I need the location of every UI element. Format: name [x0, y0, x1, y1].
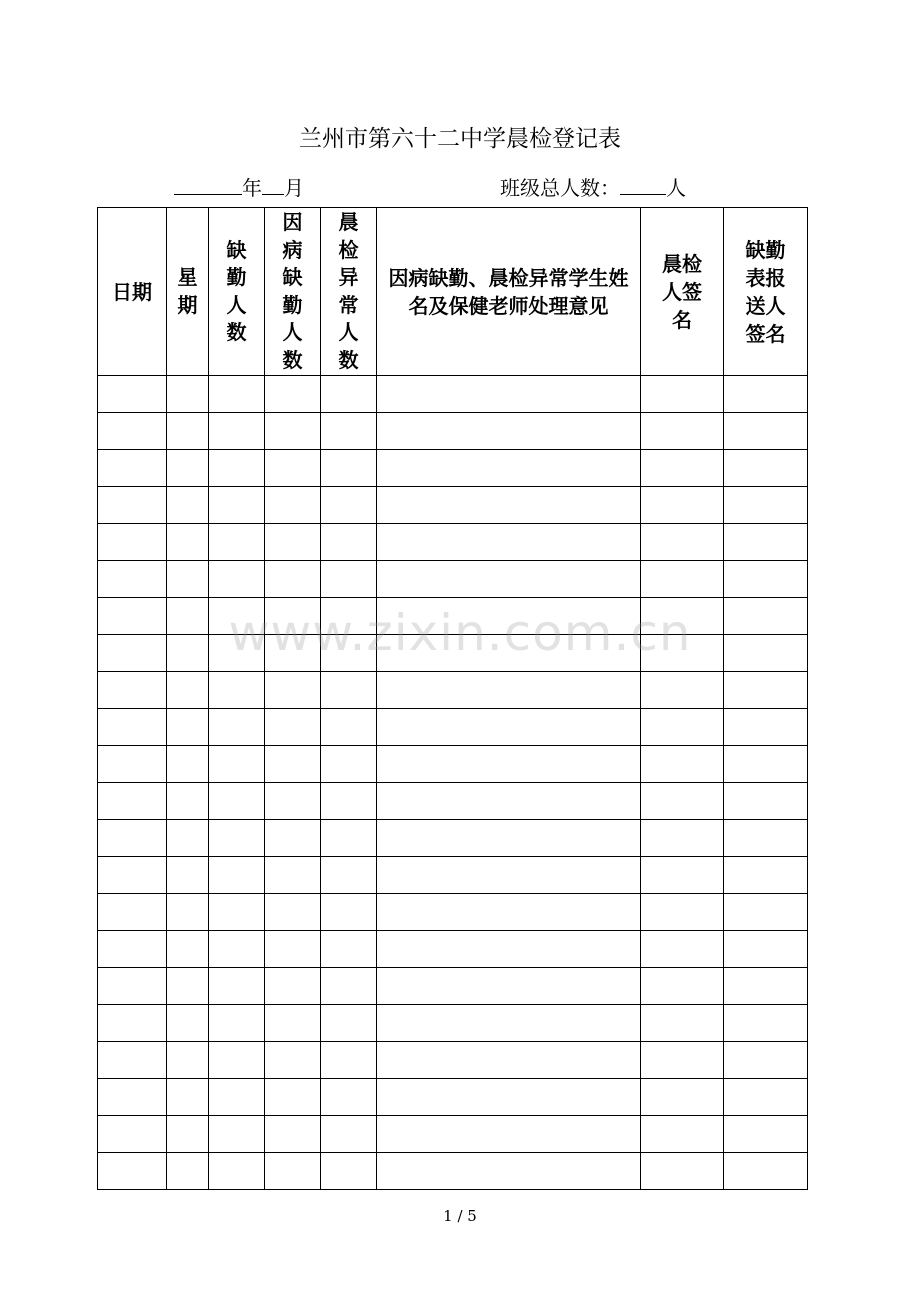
table-header-row: [98, 208, 808, 376]
cell-abnormal-count[interactable]: [321, 524, 377, 561]
cell-absent-count[interactable]: [209, 598, 265, 635]
cell-date[interactable]: [98, 783, 167, 820]
col-header-abnormal-count: 晨检异常人数: [321, 208, 377, 376]
table-row: [98, 1153, 808, 1190]
cell-sick-absent-count[interactable]: [265, 450, 321, 487]
cell-absent-count[interactable]: [209, 413, 265, 450]
cell-absent-count[interactable]: [209, 1116, 265, 1153]
cell-names-notes[interactable]: [377, 1116, 641, 1153]
cell-abnormal-count[interactable]: [321, 1116, 377, 1153]
cell-names-notes[interactable]: [377, 1005, 641, 1042]
cell-weekday[interactable]: [167, 931, 209, 968]
cell-names-notes[interactable]: [377, 524, 641, 561]
cell-absent-count[interactable]: [209, 746, 265, 783]
cell-checker-signature[interactable]: [641, 487, 724, 524]
cell-names-notes[interactable]: [377, 783, 641, 820]
table-row: [98, 857, 808, 894]
cell-checker-signature[interactable]: [641, 1042, 724, 1079]
class-total-field: [500, 172, 686, 201]
cell-abnormal-count[interactable]: [321, 746, 377, 783]
cell-date[interactable]: [98, 1116, 167, 1153]
cell-weekday[interactable]: [167, 1079, 209, 1116]
cell-names-notes[interactable]: [377, 1079, 641, 1116]
table-row: [98, 1116, 808, 1153]
cell-weekday[interactable]: [167, 1116, 209, 1153]
cell-sick-absent-count[interactable]: [265, 598, 321, 635]
cell-abnormal-count[interactable]: [321, 1153, 377, 1190]
cell-checker-signature[interactable]: [641, 635, 724, 672]
cell-reporter-signature[interactable]: [724, 894, 808, 931]
cell-abnormal-count[interactable]: [321, 598, 377, 635]
cell-weekday[interactable]: [167, 820, 209, 857]
cell-checker-signature[interactable]: [641, 1005, 724, 1042]
cell-sick-absent-count[interactable]: [265, 487, 321, 524]
cell-absent-count[interactable]: [209, 820, 265, 857]
cell-names-notes[interactable]: [377, 709, 641, 746]
cell-sick-absent-count[interactable]: [265, 635, 321, 672]
cell-abnormal-count[interactable]: [321, 783, 377, 820]
year-label: 年: [242, 176, 262, 200]
table-row: [98, 413, 808, 450]
cell-reporter-signature[interactable]: [724, 487, 808, 524]
cell-reporter-signature[interactable]: [724, 561, 808, 598]
cell-weekday[interactable]: [167, 413, 209, 450]
cell-sick-absent-count[interactable]: [265, 746, 321, 783]
cell-abnormal-count[interactable]: [321, 894, 377, 931]
cell-reporter-signature[interactable]: [724, 709, 808, 746]
cell-sick-absent-count[interactable]: [265, 1042, 321, 1079]
watermark: www.zixin.com.cn: [228, 604, 692, 662]
cell-checker-signature[interactable]: [641, 376, 724, 413]
class-total-label: 班级总人数：: [500, 176, 620, 200]
cell-reporter-signature[interactable]: [724, 820, 808, 857]
cell-absent-count[interactable]: [209, 1153, 265, 1190]
table-row: [98, 635, 808, 672]
cell-date[interactable]: [98, 968, 167, 1005]
cell-names-notes[interactable]: [377, 487, 641, 524]
cell-checker-signature[interactable]: [641, 783, 724, 820]
cell-names-notes[interactable]: [377, 820, 641, 857]
cell-abnormal-count[interactable]: [321, 376, 377, 413]
cell-checker-signature[interactable]: [641, 413, 724, 450]
cell-weekday[interactable]: [167, 450, 209, 487]
cell-sick-absent-count[interactable]: [265, 376, 321, 413]
cell-absent-count[interactable]: [209, 968, 265, 1005]
cell-reporter-signature[interactable]: [724, 413, 808, 450]
cell-checker-signature[interactable]: [641, 709, 724, 746]
cell-abnormal-count[interactable]: [321, 931, 377, 968]
cell-weekday[interactable]: [167, 709, 209, 746]
cell-checker-signature[interactable]: [641, 1153, 724, 1190]
col-header-weekday: 星期: [167, 208, 209, 376]
cell-sick-absent-count[interactable]: [265, 524, 321, 561]
cell-names-notes[interactable]: [377, 672, 641, 709]
table-row: [98, 1005, 808, 1042]
cell-weekday[interactable]: [167, 561, 209, 598]
cell-names-notes[interactable]: [377, 598, 641, 635]
cell-sick-absent-count[interactable]: [265, 413, 321, 450]
cell-date[interactable]: [98, 376, 167, 413]
cell-reporter-signature[interactable]: [724, 1153, 808, 1190]
table-row: [98, 746, 808, 783]
cell-names-notes[interactable]: [377, 1042, 641, 1079]
cell-absent-count[interactable]: [209, 1042, 265, 1079]
cell-date[interactable]: [98, 450, 167, 487]
cell-names-notes[interactable]: [377, 413, 641, 450]
cell-reporter-signature[interactable]: [724, 450, 808, 487]
cell-absent-count[interactable]: [209, 524, 265, 561]
cell-weekday[interactable]: [167, 783, 209, 820]
cell-reporter-signature[interactable]: [724, 931, 808, 968]
cell-absent-count[interactable]: [209, 857, 265, 894]
cell-checker-signature[interactable]: [641, 450, 724, 487]
cell-date[interactable]: [98, 1005, 167, 1042]
form-subheader: [0, 172, 920, 202]
cell-absent-count[interactable]: [209, 561, 265, 598]
cell-abnormal-count[interactable]: [321, 709, 377, 746]
cell-sick-absent-count[interactable]: [265, 1153, 321, 1190]
col-header-student-names-notes: 因病缺勤、晨检异常学生姓名及保健老师处理意见: [377, 208, 641, 376]
cell-sick-absent-count[interactable]: [265, 1079, 321, 1116]
cell-abnormal-count[interactable]: [321, 487, 377, 524]
table-row: [98, 1042, 808, 1079]
cell-abnormal-count[interactable]: [321, 1079, 377, 1116]
cell-weekday[interactable]: [167, 857, 209, 894]
cell-abnormal-count[interactable]: [321, 450, 377, 487]
cell-weekday[interactable]: [167, 746, 209, 783]
table-row: [98, 709, 808, 746]
cell-absent-count[interactable]: [209, 1005, 265, 1042]
cell-absent-count[interactable]: [209, 487, 265, 524]
cell-weekday[interactable]: [167, 487, 209, 524]
cell-sick-absent-count[interactable]: [265, 1005, 321, 1042]
cell-checker-signature[interactable]: [641, 1116, 724, 1153]
cell-reporter-signature[interactable]: [724, 524, 808, 561]
cell-names-notes[interactable]: [377, 1153, 641, 1190]
cell-reporter-signature[interactable]: [724, 1116, 808, 1153]
col-header-sick-absent-count: 因病缺勤人数: [265, 208, 321, 376]
cell-absent-count[interactable]: [209, 894, 265, 931]
year-month-field: [174, 172, 304, 201]
cell-absent-count[interactable]: [209, 783, 265, 820]
cell-abnormal-count[interactable]: [321, 413, 377, 450]
cell-date[interactable]: [98, 598, 167, 635]
cell-reporter-signature[interactable]: [724, 1005, 808, 1042]
morning-check-table: [97, 207, 808, 1190]
cell-checker-signature[interactable]: [641, 857, 724, 894]
cell-abnormal-count[interactable]: [321, 857, 377, 894]
cell-absent-count[interactable]: [209, 635, 265, 672]
cell-sick-absent-count[interactable]: [265, 931, 321, 968]
table-row: [98, 376, 808, 413]
table-row: [98, 561, 808, 598]
table-row: [98, 1079, 808, 1116]
table-row: [98, 672, 808, 709]
table-body: [98, 376, 808, 1190]
table-row: [98, 487, 808, 524]
cell-absent-count[interactable]: [209, 672, 265, 709]
col-header-absent-count: 缺勤人数: [209, 208, 265, 376]
cell-date[interactable]: [98, 857, 167, 894]
cell-abnormal-count[interactable]: [321, 1042, 377, 1079]
form-title: 兰州市第六十二中学晨检登记表: [299, 126, 621, 152]
cell-checker-signature[interactable]: [641, 820, 724, 857]
cell-names-notes[interactable]: [377, 857, 641, 894]
cell-names-notes[interactable]: [377, 931, 641, 968]
cell-names-notes[interactable]: [377, 635, 641, 672]
cell-checker-signature[interactable]: [641, 524, 724, 561]
col-header-checker-signature: 晨检人签名: [641, 208, 724, 376]
cell-sick-absent-count[interactable]: [265, 894, 321, 931]
cell-checker-signature[interactable]: [641, 894, 724, 931]
cell-date[interactable]: [98, 524, 167, 561]
cell-date[interactable]: [98, 672, 167, 709]
cell-date[interactable]: [98, 1153, 167, 1190]
cell-date[interactable]: [98, 413, 167, 450]
cell-weekday[interactable]: [167, 376, 209, 413]
class-total-blank[interactable]: [620, 174, 666, 195]
cell-checker-signature[interactable]: [641, 598, 724, 635]
cell-reporter-signature[interactable]: [724, 376, 808, 413]
table-row: [98, 783, 808, 820]
cell-date[interactable]: [98, 1042, 167, 1079]
cell-sick-absent-count[interactable]: [265, 820, 321, 857]
cell-absent-count[interactable]: [209, 450, 265, 487]
cell-reporter-signature[interactable]: [724, 746, 808, 783]
month-blank[interactable]: [262, 174, 284, 195]
cell-absent-count[interactable]: [209, 709, 265, 746]
cell-reporter-signature[interactable]: [724, 672, 808, 709]
table-row: [98, 968, 808, 1005]
cell-checker-signature[interactable]: [641, 931, 724, 968]
table-row: [98, 450, 808, 487]
cell-names-notes[interactable]: [377, 450, 641, 487]
cell-weekday[interactable]: [167, 968, 209, 1005]
table-row: [98, 894, 808, 931]
person-label: 人: [666, 176, 686, 200]
cell-weekday[interactable]: [167, 635, 209, 672]
cell-absent-count[interactable]: [209, 931, 265, 968]
page-number: 1 / 5: [443, 1207, 477, 1225]
cell-date[interactable]: [98, 894, 167, 931]
cell-names-notes[interactable]: [377, 968, 641, 1005]
cell-sick-absent-count[interactable]: [265, 968, 321, 1005]
cell-names-notes[interactable]: [377, 376, 641, 413]
cell-reporter-signature[interactable]: [724, 968, 808, 1005]
cell-absent-count[interactable]: [209, 1079, 265, 1116]
col-header-date: 日期: [98, 208, 167, 376]
cell-date[interactable]: [98, 709, 167, 746]
cell-weekday[interactable]: [167, 598, 209, 635]
cell-sick-absent-count[interactable]: [265, 561, 321, 598]
cell-abnormal-count[interactable]: [321, 672, 377, 709]
cell-reporter-signature[interactable]: [724, 1079, 808, 1116]
cell-weekday[interactable]: [167, 1042, 209, 1079]
cell-weekday[interactable]: [167, 894, 209, 931]
month-label: 月: [284, 176, 304, 200]
cell-checker-signature[interactable]: [641, 1079, 724, 1116]
table-row: [98, 820, 808, 857]
cell-date[interactable]: [98, 487, 167, 524]
cell-date[interactable]: [98, 635, 167, 672]
cell-sick-absent-count[interactable]: [265, 783, 321, 820]
cell-names-notes[interactable]: [377, 894, 641, 931]
table-row: [98, 598, 808, 635]
table-row: [98, 524, 808, 561]
cell-abnormal-count[interactable]: [321, 561, 377, 598]
cell-checker-signature[interactable]: [641, 746, 724, 783]
cell-absent-count[interactable]: [209, 376, 265, 413]
year-blank[interactable]: [174, 174, 242, 195]
cell-names-notes[interactable]: [377, 561, 641, 598]
cell-checker-signature[interactable]: [641, 561, 724, 598]
cell-names-notes[interactable]: [377, 746, 641, 783]
cell-sick-absent-count[interactable]: [265, 672, 321, 709]
cell-weekday[interactable]: [167, 672, 209, 709]
cell-abnormal-count[interactable]: [321, 968, 377, 1005]
cell-reporter-signature[interactable]: [724, 598, 808, 635]
cell-date[interactable]: [98, 561, 167, 598]
cell-weekday[interactable]: [167, 1005, 209, 1042]
cell-date[interactable]: [98, 746, 167, 783]
cell-sick-absent-count[interactable]: [265, 857, 321, 894]
cell-checker-signature[interactable]: [641, 968, 724, 1005]
cell-date[interactable]: [98, 820, 167, 857]
cell-date[interactable]: [98, 931, 167, 968]
cell-reporter-signature[interactable]: [724, 1042, 808, 1079]
cell-abnormal-count[interactable]: [321, 635, 377, 672]
cell-date[interactable]: [98, 1079, 167, 1116]
cell-sick-absent-count[interactable]: [265, 709, 321, 746]
cell-reporter-signature[interactable]: [724, 783, 808, 820]
cell-reporter-signature[interactable]: [724, 857, 808, 894]
cell-weekday[interactable]: [167, 1153, 209, 1190]
cell-abnormal-count[interactable]: [321, 1005, 377, 1042]
cell-abnormal-count[interactable]: [321, 820, 377, 857]
cell-checker-signature[interactable]: [641, 672, 724, 709]
table-row: [98, 931, 808, 968]
cell-weekday[interactable]: [167, 524, 209, 561]
cell-sick-absent-count[interactable]: [265, 1116, 321, 1153]
col-header-reporter-signature: 缺勤表报送人签名: [724, 208, 808, 376]
cell-reporter-signature[interactable]: [724, 635, 808, 672]
